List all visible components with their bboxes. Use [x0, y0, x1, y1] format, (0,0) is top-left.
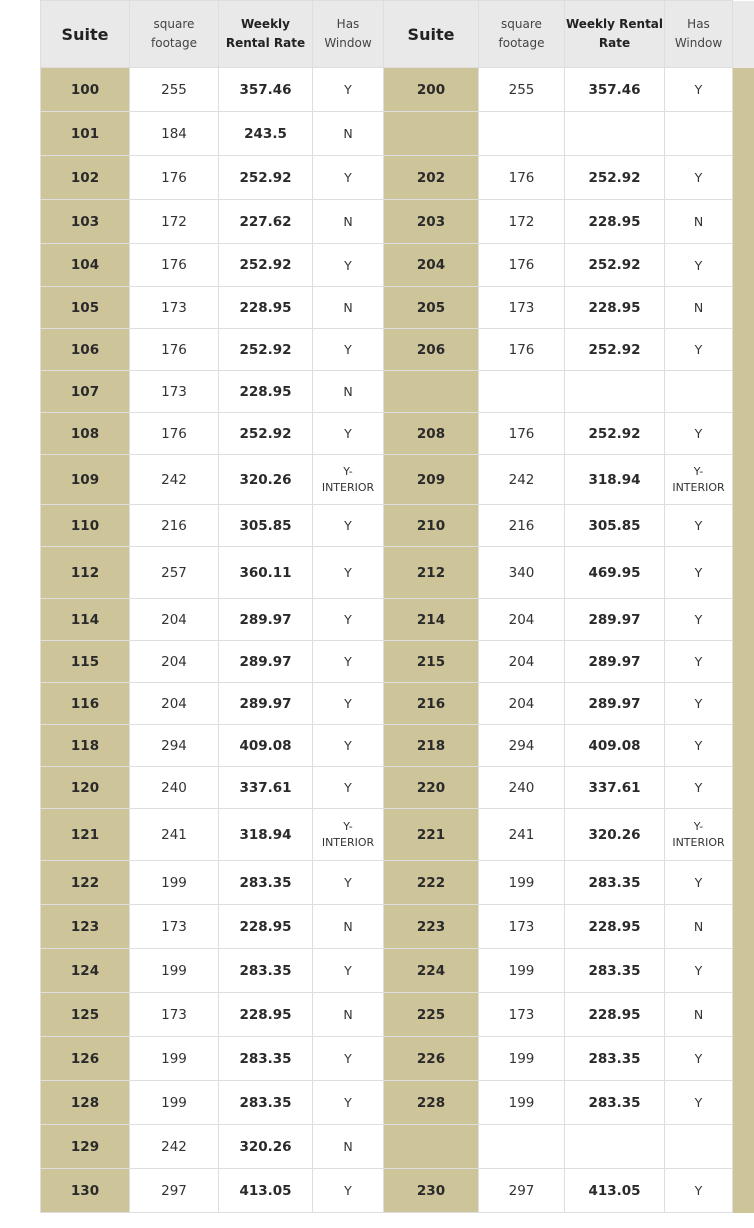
row-edge: [733, 767, 754, 809]
square-footage-cell: 204: [130, 683, 219, 725]
weekly-rate-cell: 357.46: [219, 68, 313, 112]
suite-number-cell: 106: [41, 329, 130, 371]
square-footage-cell: 199: [130, 861, 219, 905]
weekly-rate-cell: 413.05: [219, 1169, 313, 1213]
weekly-rate-cell: 409.08: [219, 725, 313, 767]
table-row: [41, 949, 754, 993]
has-window-cell: [313, 809, 384, 861]
row-edge: [733, 1081, 754, 1125]
square-footage-cell: 173: [130, 993, 219, 1037]
weekly-rate-cell: 337.61: [219, 767, 313, 809]
weekly-rate-cell: 228.95: [219, 371, 313, 413]
suite-number-cell: 101: [41, 112, 130, 156]
has-window-cell: Y: [665, 683, 733, 725]
weekly-rate-cell: 228.95: [565, 200, 665, 244]
header-suite-left: Suite: [41, 1, 130, 68]
has-window-cell: N: [313, 287, 384, 329]
square-footage-cell: 173: [130, 905, 219, 949]
table-body: [41, 68, 754, 1213]
square-footage-cell: 173: [479, 905, 565, 949]
square-footage-cell: 216: [479, 505, 565, 547]
has-window-cell: Y: [313, 68, 384, 112]
has-window-cell: Y: [313, 683, 384, 725]
suite-number-cell: 224: [384, 949, 479, 993]
suite-number-cell: 104: [41, 244, 130, 287]
row-edge: [733, 1125, 754, 1169]
suite-number-cell: 108: [41, 413, 130, 455]
has-window-cell: Y: [313, 505, 384, 547]
square-footage-cell: 199: [479, 1081, 565, 1125]
square-footage-cell: 173: [479, 287, 565, 329]
has-window-cell: Y: [313, 329, 384, 371]
suite-number-cell: 100: [41, 68, 130, 112]
suite-number-cell: 109: [41, 455, 130, 505]
weekly-rate-cell: 360.11: [219, 547, 313, 599]
square-footage-cell: 241: [130, 809, 219, 861]
table-row: [41, 68, 754, 112]
square-footage-cell: 199: [130, 1081, 219, 1125]
suite-number-cell: 210: [384, 505, 479, 547]
table-row: [41, 683, 754, 725]
weekly-rate-cell: 305.85: [565, 505, 665, 547]
row-edge: [733, 905, 754, 949]
square-footage-cell: 172: [130, 200, 219, 244]
window-type-label: Y- INTERIOR: [321, 464, 375, 494]
row-edge: [733, 641, 754, 683]
has-window-cell: Y: [313, 599, 384, 641]
has-window-cell: N: [313, 200, 384, 244]
has-window-cell: Y: [665, 244, 733, 287]
table-row: [41, 413, 754, 455]
has-window-cell: Y: [665, 861, 733, 905]
square-footage-cell: 176: [479, 413, 565, 455]
suite-number-cell: [384, 371, 479, 413]
suite-number-cell: 228: [384, 1081, 479, 1125]
weekly-rate-cell: 283.35: [219, 949, 313, 993]
table-row: [41, 287, 754, 329]
weekly-rate-cell: 320.26: [219, 1125, 313, 1169]
suite-number-cell: 118: [41, 725, 130, 767]
table-row: [41, 200, 754, 244]
row-edge: [733, 547, 754, 599]
has-window-cell: Y: [665, 641, 733, 683]
has-window-cell: [665, 1125, 733, 1169]
weekly-rate-cell: 243.5: [219, 112, 313, 156]
has-window-cell: Y: [665, 725, 733, 767]
suite-number-cell: 105: [41, 287, 130, 329]
table-row: [41, 861, 754, 905]
square-footage-cell: 294: [479, 725, 565, 767]
weekly-rate-cell: 283.35: [219, 861, 313, 905]
has-window-cell: Y: [665, 68, 733, 112]
has-window-cell: Y: [313, 861, 384, 905]
table-row: [41, 156, 754, 200]
weekly-rate-cell: 283.35: [565, 1081, 665, 1125]
has-window-cell: Y: [313, 641, 384, 683]
suite-number-cell: 123: [41, 905, 130, 949]
has-window-cell: N: [313, 905, 384, 949]
suite-number-cell: 112: [41, 547, 130, 599]
has-window-cell: Y: [665, 1037, 733, 1081]
suite-number-cell: 215: [384, 641, 479, 683]
row-edge: [733, 861, 754, 905]
table-row: [41, 371, 754, 413]
rental-rate-sheet: [40, 0, 754, 1213]
square-footage-cell: 204: [130, 641, 219, 683]
square-footage-cell: 240: [479, 767, 565, 809]
table-row: [41, 329, 754, 371]
weekly-rate-cell: 252.92: [565, 156, 665, 200]
table-row: [41, 993, 754, 1037]
weekly-rate-cell: 289.97: [219, 641, 313, 683]
header-suite-right: Suite: [384, 1, 479, 68]
square-footage-cell: 204: [479, 641, 565, 683]
square-footage-cell: 172: [479, 200, 565, 244]
has-window-cell: Y: [313, 949, 384, 993]
weekly-rate-cell: 252.92: [565, 244, 665, 287]
has-window-cell: N: [665, 993, 733, 1037]
row-edge: [733, 112, 754, 156]
weekly-rate-cell: 228.95: [565, 993, 665, 1037]
suite-number-cell: 203: [384, 200, 479, 244]
has-window-cell: [665, 455, 733, 505]
table-row: [41, 767, 754, 809]
table-row: [41, 1081, 754, 1125]
weekly-rate-cell: [565, 112, 665, 156]
weekly-rate-cell: 228.95: [219, 993, 313, 1037]
suite-number-cell: 200: [384, 68, 479, 112]
header-sqft-right: square footage: [479, 1, 565, 68]
row-edge: [733, 725, 754, 767]
row-edge: [733, 949, 754, 993]
square-footage-cell: 204: [130, 599, 219, 641]
square-footage-cell: 242: [479, 455, 565, 505]
suite-number-cell: 124: [41, 949, 130, 993]
square-footage-cell: 297: [130, 1169, 219, 1213]
suite-number-cell: 115: [41, 641, 130, 683]
table-row: [41, 455, 754, 505]
table-row: [41, 809, 754, 861]
suite-number-cell: 208: [384, 413, 479, 455]
has-window-cell: Y: [665, 1081, 733, 1125]
square-footage-cell: 173: [479, 993, 565, 1037]
row-edge: [733, 68, 754, 112]
suite-number-cell: 107: [41, 371, 130, 413]
row-edge: [733, 200, 754, 244]
row-edge: [733, 244, 754, 287]
suite-number-cell: 218: [384, 725, 479, 767]
square-footage-cell: 199: [479, 861, 565, 905]
suite-number-cell: 225: [384, 993, 479, 1037]
table-row: [41, 112, 754, 156]
suite-number-cell: 129: [41, 1125, 130, 1169]
weekly-rate-cell: 252.92: [219, 156, 313, 200]
row-edge: [733, 809, 754, 861]
table-row: [41, 547, 754, 599]
has-window-cell: Y: [313, 1081, 384, 1125]
suite-number-cell: 209: [384, 455, 479, 505]
square-footage-cell: 199: [130, 949, 219, 993]
square-footage-cell: [479, 1125, 565, 1169]
header-edge: [733, 1, 754, 68]
suite-number-cell: 221: [384, 809, 479, 861]
square-footage-cell: 294: [130, 725, 219, 767]
has-window-cell: N: [665, 287, 733, 329]
row-edge: [733, 156, 754, 200]
square-footage-cell: 340: [479, 547, 565, 599]
suite-number-cell: 223: [384, 905, 479, 949]
suite-number-cell: 122: [41, 861, 130, 905]
window-type-label: Y- INTERIOR: [672, 464, 725, 494]
header-rate-right: Weekly Rental Rate: [565, 1, 665, 68]
weekly-rate-cell: 305.85: [219, 505, 313, 547]
row-edge: [733, 1169, 754, 1213]
square-footage-cell: 242: [130, 455, 219, 505]
square-footage-cell: 173: [130, 371, 219, 413]
square-footage-cell: 176: [130, 244, 219, 287]
has-window-cell: Y: [313, 413, 384, 455]
has-window-cell: Y: [665, 599, 733, 641]
has-window-cell: Y: [313, 725, 384, 767]
weekly-rate-cell: 283.35: [219, 1081, 313, 1125]
weekly-rate-cell: 337.61: [565, 767, 665, 809]
has-window-cell: Y: [665, 767, 733, 809]
square-footage-cell: 176: [479, 244, 565, 287]
suite-number-cell: 212: [384, 547, 479, 599]
suite-number-cell: 214: [384, 599, 479, 641]
has-window-cell: Y: [665, 1169, 733, 1213]
has-window-cell: N: [313, 112, 384, 156]
square-footage-cell: 204: [479, 599, 565, 641]
suite-number-cell: 206: [384, 329, 479, 371]
suite-number-cell: 128: [41, 1081, 130, 1125]
suite-number-cell: [384, 112, 479, 156]
suite-number-cell: 230: [384, 1169, 479, 1213]
suite-number-cell: 103: [41, 200, 130, 244]
header-sqft-left: square footage: [130, 1, 219, 68]
suite-number-cell: 222: [384, 861, 479, 905]
table-row: [41, 1125, 754, 1169]
has-window-cell: N: [313, 993, 384, 1037]
square-footage-cell: 199: [130, 1037, 219, 1081]
square-footage-cell: 176: [479, 156, 565, 200]
square-footage-cell: 199: [479, 949, 565, 993]
suite-number-cell: 120: [41, 767, 130, 809]
suite-number-cell: 116: [41, 683, 130, 725]
row-edge: [733, 683, 754, 725]
weekly-rate-cell: 252.92: [219, 329, 313, 371]
square-footage-cell: 176: [479, 329, 565, 371]
weekly-rate-cell: 289.97: [219, 599, 313, 641]
table-row: [41, 1169, 754, 1213]
weekly-rate-cell: 409.08: [565, 725, 665, 767]
suite-number-cell: [384, 1125, 479, 1169]
weekly-rate-cell: 228.95: [565, 905, 665, 949]
window-type-label: Y- INTERIOR: [321, 819, 375, 849]
table-row: [41, 505, 754, 547]
has-window-cell: N: [313, 371, 384, 413]
has-window-cell: Y: [313, 547, 384, 599]
has-window-cell: Y: [313, 156, 384, 200]
has-window-cell: [665, 112, 733, 156]
suite-number-cell: 102: [41, 156, 130, 200]
weekly-rate-cell: 469.95: [565, 547, 665, 599]
has-window-cell: Y: [313, 1169, 384, 1213]
row-edge: [733, 455, 754, 505]
weekly-rate-cell: 252.92: [219, 413, 313, 455]
table-row: [41, 641, 754, 683]
suite-number-cell: 110: [41, 505, 130, 547]
header-row: [41, 1, 754, 68]
suite-number-cell: 205: [384, 287, 479, 329]
weekly-rate-cell: 283.35: [219, 1037, 313, 1081]
square-footage-cell: [479, 112, 565, 156]
suite-number-cell: 216: [384, 683, 479, 725]
weekly-rate-cell: 289.97: [565, 599, 665, 641]
row-edge: [733, 287, 754, 329]
has-window-cell: Y: [665, 949, 733, 993]
suite-number-cell: 226: [384, 1037, 479, 1081]
header-rate-left: Weekly Rental Rate: [219, 1, 313, 68]
table-row: [41, 725, 754, 767]
square-footage-cell: 184: [130, 112, 219, 156]
weekly-rate-cell: 289.97: [219, 683, 313, 725]
weekly-rate-cell: 252.92: [565, 413, 665, 455]
has-window-cell: Y: [313, 767, 384, 809]
square-footage-cell: 255: [479, 68, 565, 112]
weekly-rate-cell: 318.94: [565, 455, 665, 505]
square-footage-cell: 216: [130, 505, 219, 547]
weekly-rate-cell: 413.05: [565, 1169, 665, 1213]
square-footage-cell: 176: [130, 156, 219, 200]
square-footage-cell: 176: [130, 329, 219, 371]
has-window-cell: [313, 455, 384, 505]
has-window-cell: N: [665, 905, 733, 949]
row-edge: [733, 993, 754, 1037]
suite-number-cell: 130: [41, 1169, 130, 1213]
table-row: [41, 599, 754, 641]
square-footage-cell: 173: [130, 287, 219, 329]
has-window-cell: Y: [313, 1037, 384, 1081]
square-footage-cell: 257: [130, 547, 219, 599]
row-edge: [733, 505, 754, 547]
suite-number-cell: 220: [384, 767, 479, 809]
weekly-rate-cell: 357.46: [565, 68, 665, 112]
suite-number-cell: 114: [41, 599, 130, 641]
weekly-rate-cell: 228.95: [565, 287, 665, 329]
table-row: [41, 905, 754, 949]
has-window-cell: Y: [665, 156, 733, 200]
square-footage-cell: 241: [479, 809, 565, 861]
weekly-rate-cell: 289.97: [565, 683, 665, 725]
weekly-rate-cell: 227.62: [219, 200, 313, 244]
suite-number-cell: 204: [384, 244, 479, 287]
square-footage-cell: 199: [479, 1037, 565, 1081]
suite-number-cell: 126: [41, 1037, 130, 1081]
weekly-rate-cell: 320.26: [565, 809, 665, 861]
row-edge: [733, 329, 754, 371]
square-footage-cell: 297: [479, 1169, 565, 1213]
table-row: [41, 244, 754, 287]
suite-number-cell: 125: [41, 993, 130, 1037]
suite-number-cell: 202: [384, 156, 479, 200]
suite-number-cell: 121: [41, 809, 130, 861]
has-window-cell: Y: [665, 505, 733, 547]
square-footage-cell: 255: [130, 68, 219, 112]
has-window-cell: Y: [313, 244, 384, 287]
has-window-cell: N: [665, 200, 733, 244]
weekly-rate-cell: 228.95: [219, 905, 313, 949]
row-edge: [733, 1037, 754, 1081]
weekly-rate-cell: 252.92: [219, 244, 313, 287]
square-footage-cell: 176: [130, 413, 219, 455]
weekly-rate-cell: 252.92: [565, 329, 665, 371]
has-window-cell: N: [313, 1125, 384, 1169]
row-edge: [733, 413, 754, 455]
header-window-right: Has Window: [665, 1, 733, 68]
has-window-cell: Y: [665, 547, 733, 599]
weekly-rate-cell: 228.95: [219, 287, 313, 329]
has-window-cell: [665, 371, 733, 413]
square-footage-cell: 240: [130, 767, 219, 809]
square-footage-cell: [479, 371, 565, 413]
weekly-rate-cell: 320.26: [219, 455, 313, 505]
weekly-rate-cell: 318.94: [219, 809, 313, 861]
weekly-rate-cell: [565, 371, 665, 413]
square-footage-cell: 204: [479, 683, 565, 725]
window-type-label: Y- INTERIOR: [672, 819, 725, 849]
row-edge: [733, 371, 754, 413]
header-window-left: Has Window: [313, 1, 384, 68]
has-window-cell: [665, 809, 733, 861]
has-window-cell: Y: [665, 413, 733, 455]
weekly-rate-cell: 283.35: [565, 1037, 665, 1081]
row-edge: [733, 599, 754, 641]
square-footage-cell: 242: [130, 1125, 219, 1169]
weekly-rate-cell: 289.97: [565, 641, 665, 683]
weekly-rate-cell: [565, 1125, 665, 1169]
weekly-rate-cell: 283.35: [565, 949, 665, 993]
has-window-cell: Y: [665, 329, 733, 371]
suite-rental-table: [40, 0, 754, 1213]
table-row: [41, 1037, 754, 1081]
weekly-rate-cell: 283.35: [565, 861, 665, 905]
